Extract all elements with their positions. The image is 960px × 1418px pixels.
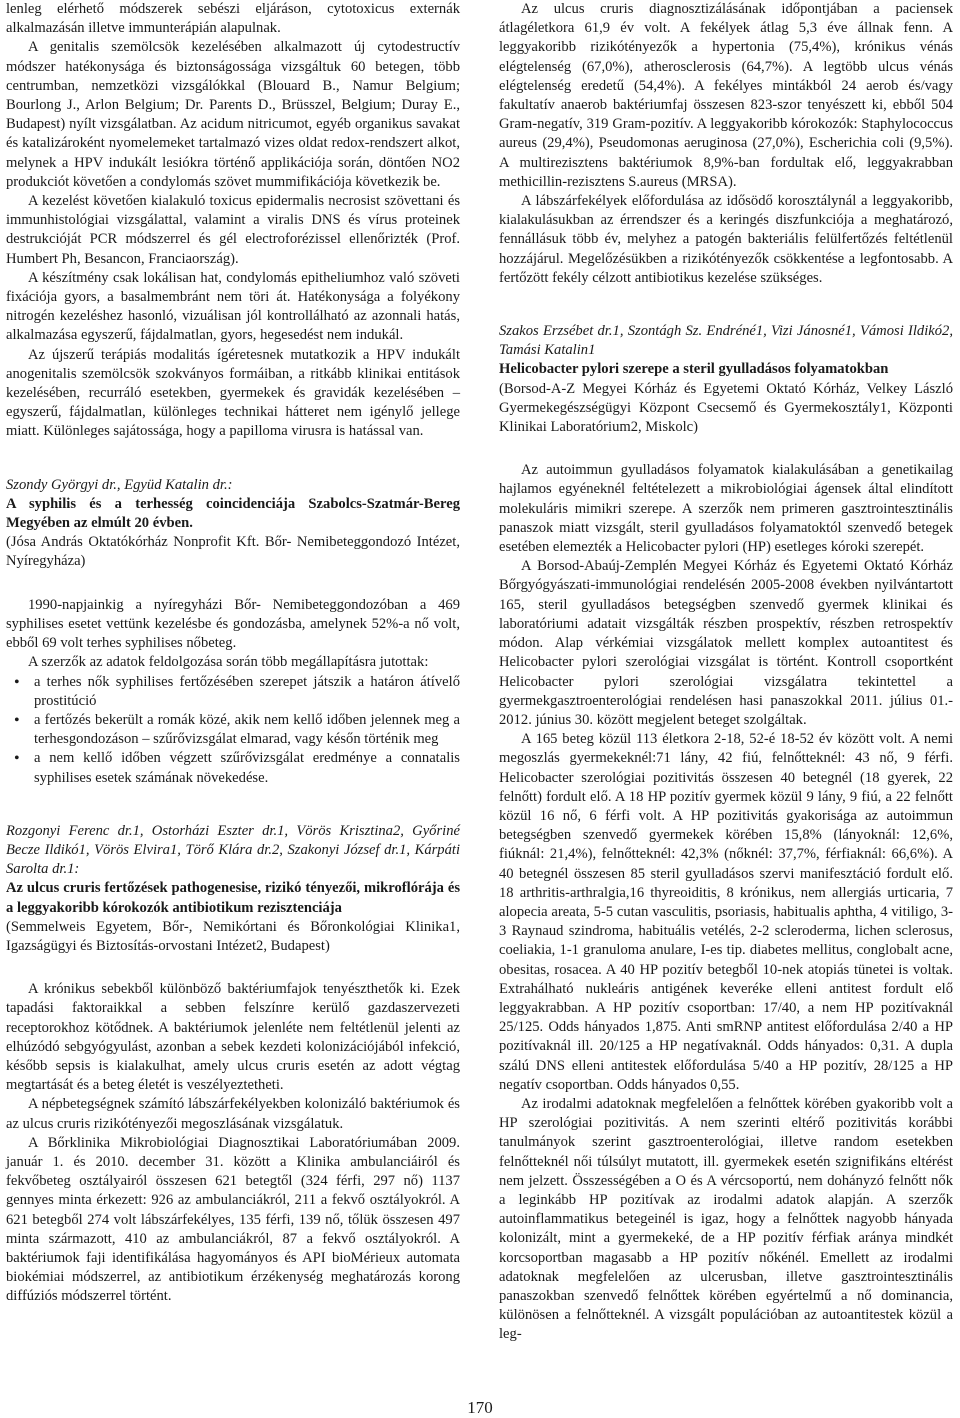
abstract-authors: Szondy Györgyi dr., Együd Katalin dr.: (6, 476, 233, 493)
paragraph: A krónikus sebekből különböző baktériumfajok tenyészthetők ki. Ezek tapadási faktoraikkal a sebben felszínre kerülő gazdaszervezeti receptorokhoz kötődnek. A baktériumok jelenléte nem feltétlenül jelenti az elhúzódó sebgyógyulást, azonban a sebek kezdeti kolonizációjából infekció, később sepsis is kialakulhat, amely ulcus cruris esetén az adott végtag megtartását és a beteg életét is veszélyeztetheti. (6, 981, 460, 1094)
paragraph: Az irodalmi adatoknak megfelelően a felnőttek körében gyakoribb volt a HP szerológiai pozitivitás. A nem szerinti eltérő pozitivitás korábbi tanulmányok szerint gasztroenterológiai, illetve random esetekben felnőtteknél női túlsúlyt mutatott, ill. gyermekek esetén szignifikáns eltérést nem jelzett. Összességében a O és A vércsoportú, nem dohányzó felnőtt nők a leginkább HP pozitívak az irodalmi adatok alapján. A szerzők autoinflammatikus betegeinél is igaz, hogy a felnőttek nagyobb hányada kolonizált, mint a gyermekeké, de a HP pozitív férfiak aránya mindkét korcsoportban magasabb a HP pozitív nőkénél. Emellett az irodalmi adatoknak megfelelően az ulcerusban, illetve gasztrointesztinális panaszokban szenvedő felnőttek körében egyértelmű a nő dominancia, különösen a felnőtteknél. A vizsgált populációban az autoantitestek közül a leg- (499, 1095, 953, 1343)
abstract-authors: Szakos Erzsébet dr.1, Szontágh Sz. Endréné1, Vizi Jánosné1, Vámosi Ildikó2, Tamási Katalin1 (499, 323, 953, 359)
paragraph: A Bőrklinika Mikrobiológiai Diagnosztikai Laboratóriumában 2009. január 1. és 2010. december 31. között a Klinika ambulanciáiról és fekvőbeteg osztályairól összesen 621 betegtől (324 férfi, 297 nő) 1137 gennyes minta érkezett: 926 az ambulanciákról, 211 a fekvő osztályokról. A 621 betegből 274 volt lábszárfekélyes, 135 férfi, 139 nő, tőlük összesen 497 minta származott, 410 az ambulanciákról, 87 a fekvő osztályokról. A baktériumok faji identifikálása hagyományos és API bioMérieux automata biokémiai módszerrel, az antibiotikum érzékenység meghatározás korong diffúziós módszerrel történt. (6, 1134, 460, 1305)
abstract-affiliation: (Borsod-A-Z Megyei Kórház és Egyetemi Oktató Kórház, Velkey László Gyermekegészségügyi Központ Csecsemő és Gyermekosztály1, Központi Klinikai Laboratórium2, Miskolc) (499, 380, 953, 436)
paragraph: A szerzők az adatok feldolgozása során több megállapításra jutottak: (28, 654, 429, 671)
list-item: • a fertőzés bekerült a romák közé, akik nem kellő időben jelennek meg a terhesgondozáson – szűrővizsgálat elmarad, vagy későn történik meg (34, 711, 460, 749)
abstract-affiliation: (Jósa András Oktatókórház Nonprofit Kft. Bőr- Nemibeteggondozó Intézet, Nyíregyháza) (6, 534, 460, 570)
paragraph: A népbetegségnek számító lábszárfekélyekben kolonizáló baktériumok és az ulcus cruris rizikótényezői megoszlásának vizsgálatuk. (6, 1096, 460, 1132)
paragraph: A genitalis szemölcsök kezelésében alkalmazott új cytodestructív módszer hatékonysága és biztonságossága vizsgáltuk 60 betegen, több centrumban, nemzetközi vizsgálókkal (Blouard B., Namur Belgium; Bourlong J., Arlon Belgium; Dr. Parents D., Brüsszel, Belgium; Duray E., Budapest) nyílt vizsgálatban. Az acidum nitricumot, egyéb organikus savakat és katalizároként nyomelemeket tartalmazó vizes oldat redox-rendszert alkot, melynek a HPV indukált lesiókra történő applikációja során, döntően NO2 produkciót követően a condylomás szövet mummifikációja következik be. (6, 39, 460, 190)
abstract-title: Az ulcus cruris fertőzések pathogenesise, rizikó tényezői, mikroflórája és a leggyakoribb kórokozók antibiotikum rezisztenciája (6, 880, 460, 916)
paragraph: A Borsod-Abaúj-Zemplén Megyei Kórház és Egyetemi Oktató Kórház Bőrgyógyászati-immunológiai rendelésén 2005-2008 években nyilvántartott 165, steril gyulladásos betegségben szenvedő gyermek klinikai és laboratóriumi adatait vizsgálták részben prospektív, részben retrospektív módon. Alap vérkémiai vizsgálatok mellett komplex autoantitest és Helicobacter pylori szerológiai vizsgálat is történt. Kontroll csoportként Helicobacter pylori szerológiai vizsgálatra tekintettel a gyermekgasztroenterológiai rendelésen hasi panaszokkal 2011. július 01.- 2012. június 30. között megjelent beteget szolgáltak. (499, 558, 953, 728)
paragraph: lenleg elérhető módszerek sebészi eljáráson, cytotoxicus externák alkalmazásán illetve immunterápián alapulnak. (6, 1, 460, 37)
paragraph: Az újszerű terápiás modalitás ígéretesnek mutatkozik a HPV indukált anogenitalis szemölcsök szokványos formáiban, a ritkább klinikai entitások kezelésében, recurráló esetekben, gyermekek és gravidák kezelésében – egyszerű, fájdalmatlan, különleges technikai hátteret nem igénylő jellege miatt. Különleges sajátossága, hogy a papilloma virusra is hatással van. (6, 346, 460, 440)
list-item: • a nem kellő időben végzett szűrővizsgálat eredménye a connatalis syphilises esetek számának növekedése. (34, 749, 460, 787)
right-column (499, 0, 953, 1345)
bullet-list (6, 673, 460, 788)
abstract-authors: Rozgonyi Ferenc dr.1, Ostorházi Eszter dr.1, Vörös Krisztina2, Győriné Becze Ildikó1, Vörös Elvira1, Törő Klára dr.2, Szakonyi József dr.1, Kárpáti Sarolta dr.1: (6, 822, 460, 878)
abstract-affiliation: (Semmelweis Egyetem, Bőr-, Nemikórtani és Bőronkológiai Klinika1, Igazságügyi és Biztosítás-orvostani Intézet2, Budapest) (6, 918, 460, 954)
paragraph: A készítmény csak lokálisan hat, condylomás epitheliumhoz való szöveti fixációja gyors, a basalmembránt nem töri át. Hatékonysága a folyékony nitrogén kezeléshez hasonló, vizuálisan jól kontrollálható az azonnali hatás, alkalmazása egyszerű, fájdalmatlan, gyors, hegesedést nem indukál. (6, 269, 460, 344)
abstract-title: A syphilis és a terhesség coincidenciája Szabolcs-Szatmár-Bereg Megyében az elmúlt 20 évben. (6, 495, 460, 532)
page-number: 170 (467, 1398, 493, 1417)
paragraph: 1990-napjainkig a nyíregyházi Bőr- Nemibeteggondozóban a 469 syphilises esetet vettünk kezelésbe és gondozásba, amelynek 52%-a nő volt, ebből 69 volt terhes syphilises nőbeteg. (6, 596, 460, 652)
paragraph: A lábszárfekélyek előfordulása az idősödő korosztálynál a leggyakoribb, kialakulásukban az érrendszer és a keringés diszfunkciója a meghatározó, fennállásuk több év, melyhez a patogén bakteriális felülfertőzés feltétlenül hozzájárul. Megelőzésükben a rizikótényezők csökkentése a legfontosabb. A fertőzött fekély célzott antibiotikus kezelése szükséges. (499, 193, 953, 286)
paragraph: Az ulcus cruris diagnosztizálásának időpontjában a paciensek átlagéletkora 61,9 év volt. A fekélyek átlag 5,3 éve állnak fenn. A leggyakoribb rizikótényezők a hypertonia (75,4%), krónikus vénás elégtelenség (67,0%), atherosclerosis (64,7%). A legtöbb ulcus vénás elégtelenség eredetű (54,4%). A fekélyes mintákból 24 aerob és/vagy fakultatív anaerob baktériumfaj összesen 823-szor tenyészett ki, ebből 504 Gram-negatív, 319 Gram-pozitív. A leggyakoribb kórokozók: Staphylococcus aureus (29,4%), Pseudomonas aeruginosa (27,0%), Escherichia coli (9,5%). A multirezisztens baktériumok 8,9%-ban fordultak elő, leggyakrabban methicillin-rezisztens S.aureus (MRSA). (499, 1, 953, 190)
paragraph: A 165 beteg közül 113 életkora 2-18, 52-é 18-52 év között volt. A nemi megoszlás gyermekeknél:71 lány, 42 fiú, felnőtteknél: 43 nő, 9 férfi. Helicobacter szerológiai pozitivitás összesen 40 betegnél (18 gyerek, 22 felnőtt) fordult elő. A 18 HP pozitív gyermek közül 9 lány, 9 fiú, a 22 felnőtt közül 16 nő, 6 férfi volt. A HP pozitivitás gyakorisága az autoimmun betegségben szenvedő gyermekek körében 15,8% (lányoknál: 12,6%, fiúknál: 21,4%), felnőtteknél: 42,3% (nőknél: 37,7%, férfiaknál: 66,6%). A 40 betegnél összesen 85 steril gyulladásos szervi manifesztáció fordult elő. 18 arthritis-arthralgia,16 thyreoiditis, 8 krónikus, nem allergiás urticaria, 7 alopecia areata, 5-5 cutan vasculitis, psoriasis, habitualis aphtha, 4 vitiligo, 3-3 Raynaud szindroma, habituális vetélés, 2-2 scleroderma, lichen sclerosus, coeliakia, 1-1 granuloma anulare, I-es tip. diabetes mellitus, conglobalt acne, obesitas, rosacea. A 40 HP pozitív betegből 10-nek atopiás tünetei is voltak. Extrahálható nukleáris antigének keveréke elleni antitest fordult elő leggyakrabban. A HP pozitív csoportban: 17/40, a nem HP pozitívaknál 25/125. Odds hányados 1,875. Anti smRNP antitest előfordulása 2/40 a HP pozitívaknál ill. 20/125 a HP negatívaknál. Odds hányados: 0,31. A dupla szálú DNS elleni antitestek előfordulása 5/40 a HP pozitív, 28/125 a HP negatív csoportban. Odds hányados 0,55. (499, 731, 953, 1093)
paragraph: Az autoimmun gyulladásos folyamatok kialakulásában a genetikailag hajlamos egyéneknél feltételezett a mikrobiológiai ágensek által elindított molekuláris mimikri szerepe. A szerzők nem primeren gasztrointesztinális panaszok miatt vizsgált, steril gyulladásos folyamatoktól szenvedő betegek esetében elemezték a Helicobacter pylori (HP) esetleges kóroki szerepét. (499, 462, 953, 556)
left-column (6, 0, 460, 1307)
list-item: • a terhes nők syphilises fertőzésében szerepet játszik a határon átívelő prostitúció (34, 673, 460, 711)
paragraph: A kezelést követően kialakuló toxicus epidermalis necrosist szövettani és immunhistológiai vizsgálattal, valamint a viralis DNS és vírus proteinek destrukcióját PCR módszerrel és gél electroforézissel ellenőrizték (Prof. Humbert Ph, Besancon, Franciaország). (6, 193, 460, 267)
abstract-title: Helicobacter pylori szerepe a steril gyulladásos folyamatokban (499, 361, 889, 378)
